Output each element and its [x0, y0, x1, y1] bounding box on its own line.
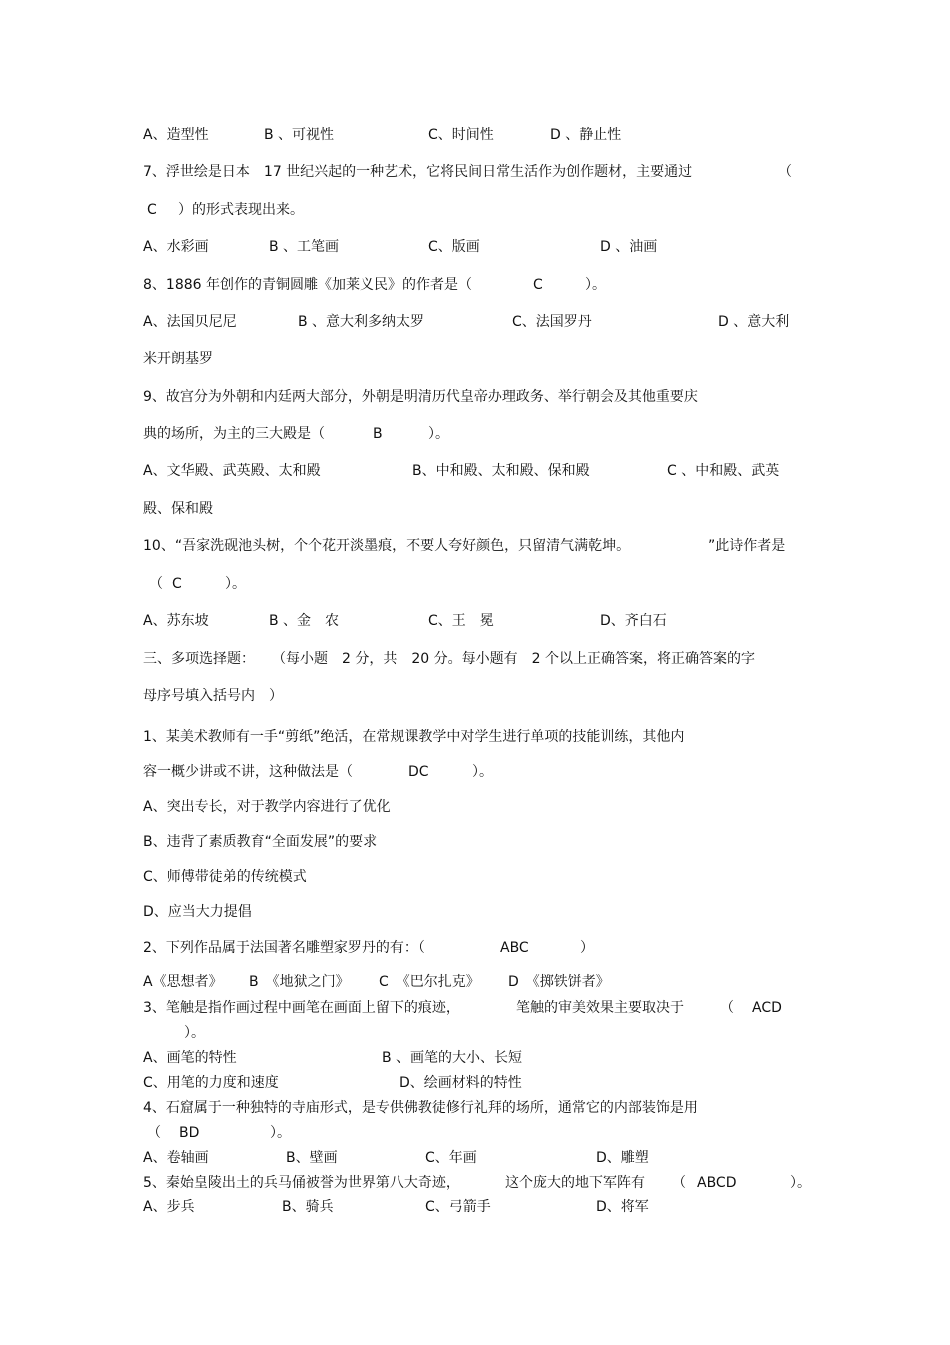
q10-option-d: D、齐白石: [600, 613, 667, 629]
q10-answer: C: [172, 576, 182, 592]
m2-answer: ABC: [500, 940, 529, 956]
m5-stem-2: 这个庞大的地下军阵有: [505, 1175, 645, 1191]
q10-paren-open: （: [149, 576, 163, 592]
q9-paren-close: ）。: [428, 426, 449, 442]
m3-option-a: A、画笔的特性: [143, 1050, 237, 1066]
m3-paren-close: ）。: [184, 1025, 205, 1041]
m4-stem: 4、石窟属于一种独特的寺庙形式，是专供佛教徒修行礼拜的场所，通常它的内部装饰是用: [143, 1100, 698, 1116]
m4-paren-open: （: [147, 1125, 161, 1141]
m4-option-a: A、卷轴画: [143, 1150, 209, 1166]
m1-stem-2: 容一概少讲或不讲，这种做法是（: [143, 764, 353, 780]
m3-option-d: D、绘画材料的特性: [399, 1075, 522, 1091]
m3-stem: 3、笔触是指作画过程中画笔在画面上留下的痕迹，: [143, 1000, 460, 1016]
q9-stem: 9、故宫分为外朝和内廷两大部分，外朝是明清历代皇帝办理政务、举行朝会及其他重要庆: [143, 389, 698, 405]
m1-stem: 1、某美术教师有一手“剪纸”绝活，在常规课教学中对学生进行单项的技能训练，其他内: [143, 729, 685, 745]
q10-option-a: A、苏东坡: [143, 613, 209, 629]
q9-option-c-wrap: 殿、保和殿: [143, 501, 213, 517]
q8-paren-close: ）。: [585, 277, 606, 293]
m5-paren-close: ）。: [790, 1175, 811, 1191]
q8-option-b: B 、意大利多纳太罗: [298, 314, 425, 330]
m1-paren-close: ）。: [472, 764, 493, 780]
q10-paren-close: ）。: [225, 576, 246, 592]
q8-option-c: C、法国罗丹: [512, 314, 592, 330]
q8-answer: C: [533, 277, 543, 293]
q10-option-c: C、王 冕: [428, 613, 494, 629]
q6-option-d: D 、静止性: [550, 127, 622, 143]
m2-option-a: A《思想者》: [143, 974, 223, 990]
m3-option-c: C、用笔的力度和速度: [143, 1075, 279, 1091]
q8-stem: 8、1886 年创作的青铜圆雕《加莱义民》的作者是（: [143, 277, 472, 293]
q8-option-a: A、法国贝尼尼: [143, 314, 237, 330]
m3-paren-open: （: [720, 1000, 734, 1016]
q9-stem-2: 典的场所，为主的三大殿是（: [143, 426, 325, 442]
m2-option-d: D 《掷铁饼者》: [508, 974, 610, 990]
q6-option-a: A、造型性: [143, 127, 209, 143]
q8-option-d-wrap: 米开朗基罗: [143, 351, 213, 367]
q7-option-b: B 、工笔画: [269, 239, 340, 255]
m5-option-c: C、弓箭手: [425, 1199, 491, 1215]
section3-rule: （每小题 2 分，共 20 分。每小题有 2 个以上正确答案，将正确答案的字: [272, 651, 755, 667]
m5-answer: ABCD: [697, 1175, 737, 1191]
q10-stem: 10、“吾家洗砚池头树，个个花开淡墨痕，不要人夸好颜色，只留清气满乾坤。: [143, 538, 631, 554]
q7-stem-end: ）的形式表现出来。: [178, 202, 304, 218]
q10-option-b: B 、金 农: [269, 613, 340, 629]
m2-option-c: C 《巴尔扎克》: [379, 974, 480, 990]
q7-stem: 7、浮世绘是日本 17 世纪兴起的一种艺术，它将民间日常生活作为创作题材，主要通过: [143, 164, 693, 180]
q7-option-c: C、版画: [428, 239, 480, 255]
m1-option-b: B、违背了素质教育“全面发展”的要求: [143, 834, 378, 850]
m4-option-d: D、雕塑: [596, 1150, 649, 1166]
m2-stem: 2、下列作品属于法国著名雕塑家罗丹的有：（: [143, 940, 425, 956]
q9-answer: B: [373, 426, 383, 442]
section3-rule-2: 母序号填入括号内 ）: [143, 688, 283, 704]
q9-option-a: A、文华殿、武英殿、太和殿: [143, 463, 321, 479]
m4-answer: BD: [179, 1125, 200, 1141]
m3-answer: ACD: [752, 1000, 782, 1016]
q9-option-c: C 、中和殿、武英: [667, 463, 780, 479]
q9-option-b: B、中和殿、太和殿、保和殿: [412, 463, 590, 479]
m4-option-b: B、壁画: [286, 1150, 338, 1166]
m5-option-d: D、将军: [596, 1199, 649, 1215]
m2-paren-close: ）: [580, 940, 594, 956]
m3-stem-2: 笔触的审美效果主要取决于: [516, 1000, 684, 1016]
m2-option-b: B 《地狱之门》: [249, 974, 350, 990]
m1-option-c: C、师傅带徒弟的传统模式: [143, 869, 307, 885]
q7-answer: C: [147, 202, 157, 218]
m5-paren-open: （: [672, 1175, 686, 1191]
q8-option-d: D 、意大利: [718, 314, 790, 330]
m3-option-b: B 、画笔的大小、长短: [382, 1050, 523, 1066]
m1-answer: DC: [408, 764, 429, 780]
m5-stem: 5、秦始皇陵出土的兵马俑被誉为世界第八大奇迹，: [143, 1175, 460, 1191]
section3-title: 三、多项选择题：: [143, 651, 255, 667]
q10-stem-end: ”此诗作者是: [708, 538, 786, 554]
m5-option-a: A、步兵: [143, 1199, 195, 1215]
q6-option-b: B 、可视性: [264, 127, 335, 143]
q7-option-a: A、水彩画: [143, 239, 209, 255]
m4-option-c: C、年画: [425, 1150, 477, 1166]
m1-option-a: A、突出专长，对于教学内容进行了优化: [143, 799, 391, 815]
q6-option-c: C、时间性: [428, 127, 494, 143]
q7-option-d: D 、油画: [600, 239, 658, 255]
m1-option-d: D、应当大力提倡: [143, 904, 252, 920]
q7-paren-open: （: [778, 164, 792, 180]
m5-option-b: B、骑兵: [282, 1199, 334, 1215]
m4-paren-close: ）。: [270, 1125, 291, 1141]
